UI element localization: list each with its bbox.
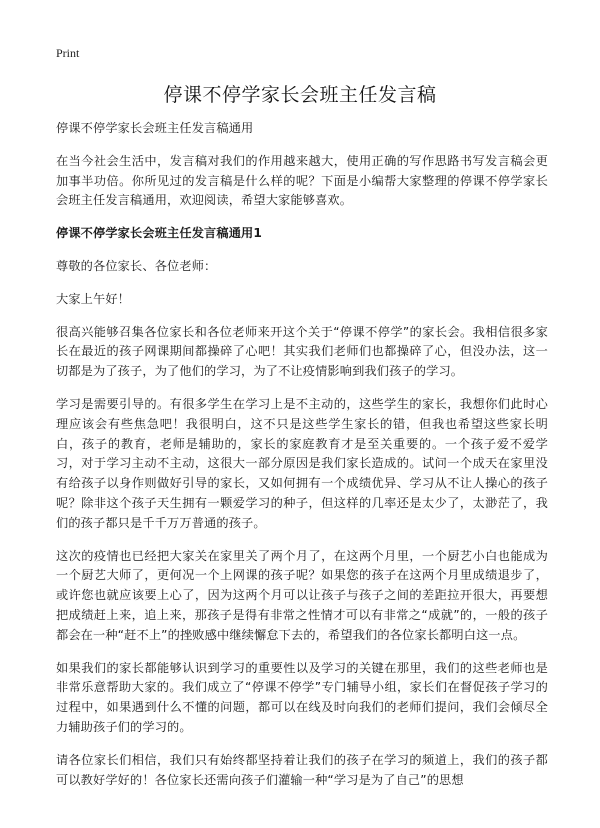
greeting-line: 尊敬的各位家长、各位老师： (56, 258, 217, 273)
body-paragraph: 学习是需要引导的。有很多学生在学习上是不主动的，这些学生的家长，我想你们此时心理应该会有些焦急吧！我很明白，这不只是这些学生家长的错，但我也希望这些家长明白，孩子的教育，老师是辅助的，家长的家庭教育才是至关重要的。一个孩子爱不爱学习，对于学习主动不主动，这很大一部分原因是我们家长造成的。试问一个成天在家里没有给孩子以身作则做好引导的家长，又如何拥有一个成绩优异、学习从不让人操心的孩子呢？除非这个孩子天生拥有一颗爱学习的种子，但这样的几率还是太少了，太渺茫了，我们的孩子都只是千千万万普通的孩子。 (56, 396, 548, 530)
body-paragraph: 很高兴能够召集各位家长和各位老师来开这个关于“停课不停学”的家长会。我相信很多家长在最近的孩子网课期间都操碎了心吧！其实我们老师们也都操碎了心，但没办法，这一切都是为了孩子，为了他们的学习，为了不让疫情影响到我们孩子的学习。 (56, 324, 548, 379)
salutation-line: 大家上午好！ (56, 291, 131, 306)
body-paragraph: 如果我们的家长都能够认识到学习的重要性以及学习的关键在那里，我们的这些老师也是非常乐意帮助大家的。我们成立了“停课不停学”专门辅导小组，家长们在督促孩子学习的过程中，如果遇到什么不懂的问题，都可以在线及时向我们的老师们提问，我们会倾尽全力辅助孩子们的学习的。 (56, 660, 548, 734)
body-paragraph: 请各位家长们相信，我们只有始终都坚持着让我们的孩子在学习的频道上，我们的孩子都可以教好学好的！各位家长还需向孩子们灌输一种“学习是为了自己”的思想 (56, 752, 548, 787)
article-subtitle: 停课不停学家长会班主任发言稿通用 (56, 121, 254, 135)
intro-paragraph: 在当今社会生活中，发言稿对我们的作用越来越大，使用正确的写作思路书写发言稿会更加事半功倍。你所见过的发言稿是什么样的呢？下面是小编帮大家整理的停课不停学家长会班主任发言稿通用，欢迎阅读，希望大家能够喜欢。 (56, 153, 548, 208)
print-link[interactable]: Print (56, 46, 80, 60)
article-body (56, 119, 548, 803)
section-heading: 停课不停学家长会班主任发言稿通用1 (56, 226, 263, 241)
page-title: 停课不停学家长会班主任发言稿 (163, 84, 437, 106)
body-paragraph: 这次的疫情也已经把大家关在家里关了两个月了，在这两个月里，一个厨艺小白也能成为一个厨艺大师了，更何况一个上网课的孩子呢？如果您的孩子在这两个月里成绩退步了，或许您也就应该要上心了，因为这两个月可以让孩子与孩子之间的差距拉开很大，再要想把成绩赶上来，追上来，那孩子是得有非常之性情才可以有非常之“成就”的，一般的孩子都会在一种“赶不上”的挫败感中继续懈怠下去的，希望我们的各位家长都明白这一点。 (56, 548, 548, 642)
